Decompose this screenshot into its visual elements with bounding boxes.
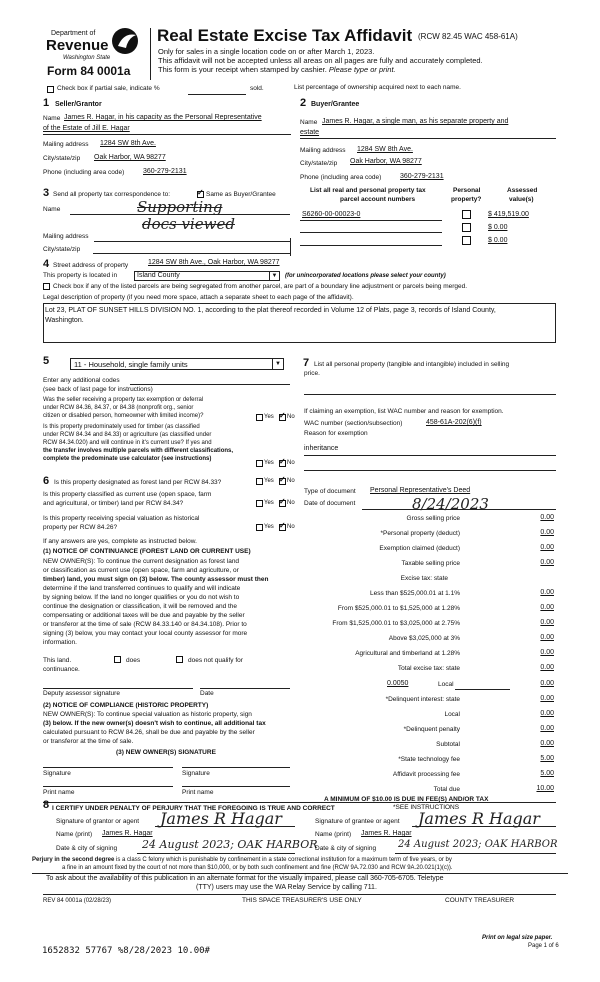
q-exemption-3: citizen or disabled person, homeowner with limited income)? bbox=[43, 413, 204, 419]
exemption-reason[interactable]: inheritance bbox=[304, 445, 339, 452]
grantor-date-city[interactable]: 24 August 2023; OAK HARBOR bbox=[142, 838, 318, 851]
county-select[interactable] bbox=[134, 271, 280, 281]
tax-label: Subtotal bbox=[436, 741, 460, 748]
seller-mail[interactable]: 1284 SW 8th Ave. bbox=[100, 140, 156, 147]
q-forest: Is this property designated as forest land per RCW 84.33? bbox=[54, 479, 222, 486]
wac-number[interactable]: 458-61A-202(6)(f) bbox=[426, 419, 482, 426]
tax-label: Gross selling price bbox=[406, 515, 460, 522]
segregate-label: Check box if any of the listed parcels are being segregated from another parcel, are part of a boundary line adjustment or parcels being merged. bbox=[53, 283, 468, 290]
forest-no-checkbox[interactable] bbox=[279, 478, 286, 485]
exemption-yes-checkbox[interactable] bbox=[256, 414, 263, 421]
notice-2-line: (3) below. If the new owner(s) doesn't wish to continue, all additional tax bbox=[43, 720, 266, 727]
no-label: No bbox=[287, 460, 295, 466]
notice-2-line: calculated pursuant to RCW 84.26, shall be due and payable by the seller bbox=[43, 729, 255, 736]
doc-type[interactable]: Personal Representative's Deed bbox=[370, 487, 471, 494]
yes-label: Yes bbox=[264, 460, 274, 466]
personal-property-checkbox-3[interactable] bbox=[462, 236, 471, 245]
notice-2-line: NEW OWNER(S): To continue special valuation as historic property, sign bbox=[43, 711, 252, 718]
if-yes-instruction: If any answers are yes, complete as instructed below. bbox=[43, 538, 197, 545]
continuance-label: continuance. bbox=[43, 666, 80, 673]
tax-value[interactable]: 0.00 bbox=[540, 559, 554, 566]
form-number: Form 84 0001a bbox=[47, 64, 131, 78]
q-exemption-1: Was the seller receiving a property tax exemption or deferral bbox=[43, 397, 204, 403]
buyer-mail-label: Mailing address bbox=[300, 147, 346, 154]
grantor-name-label: Name (print) bbox=[56, 831, 93, 838]
street-address[interactable]: 1284 SW 8th Ave., Oak Harbor, WA 98277 bbox=[148, 259, 280, 266]
corr-city-label: City/state/zip bbox=[43, 246, 81, 253]
personal-head-1: Personal bbox=[453, 187, 481, 194]
handwritten-note-2: docs viewed bbox=[142, 215, 235, 233]
corr-name-label: Name bbox=[43, 206, 61, 213]
partial-sale-label: Check box if partial sale, indicate % bbox=[57, 85, 160, 92]
section-1-num: 1 bbox=[43, 97, 50, 109]
this-land-label: This land. bbox=[43, 657, 72, 664]
legal-description-1: Lot 23, PLAT OF SUNSET HILLS DIVISION NO. 1, according to the plat thereof recorded in Volume 12 of Plats, page 3, records of Island County, bbox=[45, 307, 496, 314]
use-code-select[interactable] bbox=[70, 358, 284, 370]
minimum-due-note: A MINIMUM OF $10.00 IS DUE IN FEE(S) AND/OR TAX bbox=[324, 796, 489, 803]
grantee-sig-label: Signature of grantee or agent bbox=[315, 818, 400, 825]
seller-phone-label: Phone (including area code) bbox=[43, 169, 125, 176]
corr-mail-label: Mailing address bbox=[43, 233, 89, 240]
use-code-value: 11 - Household, single family units bbox=[74, 360, 188, 369]
tax-label: From $525,000.01 to $1,525,000 at 1.28% bbox=[337, 605, 460, 612]
exempt-label: If claiming an exemption, list WAC number and reason for exemption. bbox=[304, 408, 504, 415]
q-timber-2: under RCW 84.34 and 84.33) or agriculture (as classified under bbox=[43, 432, 212, 438]
revenue-logo-text: Revenue bbox=[46, 37, 109, 54]
yes-label: Yes bbox=[264, 478, 274, 484]
local-rate[interactable]: 0.0050 bbox=[387, 680, 409, 687]
tax-label: Taxable selling price bbox=[401, 560, 460, 567]
grantee-name-label: Name (print) bbox=[315, 831, 352, 838]
treasurer-space-label: THIS SPACE TREASURER'S USE ONLY bbox=[242, 897, 362, 904]
grantor-name[interactable]: James R. Hagar bbox=[102, 830, 153, 837]
deputy-sig-label: Deputy assessor signature bbox=[43, 690, 120, 697]
seller-heading: Seller/Grantor bbox=[55, 101, 102, 108]
notice-2-heading: (2) NOTICE OF COMPLIANCE (HISTORIC PROPERTY) bbox=[43, 702, 209, 709]
legal-description-box[interactable] bbox=[43, 303, 556, 343]
tax-value[interactable]: 0.00 bbox=[540, 604, 554, 611]
current-use-no-checkbox[interactable] bbox=[279, 500, 286, 507]
q-historic-1: Is this property receiving special valuation as historical bbox=[43, 515, 200, 522]
street-label: Street address of property bbox=[53, 262, 129, 269]
local-value[interactable]: 0.00 bbox=[540, 680, 554, 687]
doc-date-label: Date of document bbox=[304, 500, 356, 507]
grantee-date-label: Date & city of signing bbox=[315, 845, 377, 852]
section-7-num: 7 bbox=[303, 357, 310, 369]
tax-value[interactable]: 0.00 bbox=[540, 695, 554, 702]
q-timber-4: the transfer involves multiple parcels with different classifications, bbox=[43, 448, 234, 454]
personal-property-checkbox-1[interactable] bbox=[462, 210, 471, 219]
no-label: No bbox=[287, 414, 295, 420]
parcel-head-1: List all real and personal property tax bbox=[310, 187, 426, 194]
forest-yes-checkbox[interactable] bbox=[256, 478, 263, 485]
section-5-num: 5 bbox=[43, 355, 50, 367]
no-label: No bbox=[287, 500, 295, 506]
grantor-sig-label: Signature of grantor or agent bbox=[56, 818, 140, 825]
new-owner-print-label: Print name bbox=[182, 789, 214, 796]
tax-label: *State technology fee bbox=[398, 756, 460, 763]
does-not-checkbox[interactable] bbox=[176, 656, 183, 663]
notice-1-heading: (1) NOTICE OF CONTINUANCE (FOREST LAND OR CURRENT USE) bbox=[43, 548, 251, 555]
new-owner-sig-label: Signature bbox=[182, 770, 210, 777]
segregate-checkbox[interactable] bbox=[43, 283, 50, 290]
personal-head-2: property? bbox=[451, 196, 482, 203]
tax-label: Agricultural and timberland at 1.28% bbox=[355, 650, 460, 657]
additional-codes-2: (see back of last page for instructions) bbox=[43, 386, 153, 393]
seller-phone[interactable]: 360-279-2131 bbox=[143, 168, 187, 175]
historic-no-checkbox[interactable] bbox=[279, 524, 286, 531]
tax-value[interactable]: 0.00 bbox=[540, 725, 554, 732]
buyer-name-1[interactable]: James R. Hagar, a single man, as his separate property and bbox=[322, 118, 509, 125]
form-title: Real Estate Excise Tax Affidavit bbox=[157, 26, 413, 45]
legal-size-note: Print on legal size paper. bbox=[482, 935, 553, 941]
notice-1-line: continue the designation or classification, it will be removed and the bbox=[43, 603, 238, 610]
grantor-date-label: Date & city of signing bbox=[56, 845, 118, 852]
perjury-notice-2: a fine in an amount fixed by the court of not more than $10,000, or by both such confinement and fine (RCW 9A.72.030 and RCW 9A.20.021(1)(c)). bbox=[62, 865, 453, 871]
personal-property-label-1: List all personal property (tangible and intangible) included in selling bbox=[314, 361, 510, 368]
assessed-value-2[interactable]: $ 0.00 bbox=[488, 224, 508, 231]
reason-label: Reason for exemption bbox=[304, 430, 368, 437]
seller-city-label: City/state/zip bbox=[43, 155, 81, 162]
assessed-head-1: Assessed bbox=[507, 187, 538, 194]
parcel-number-1[interactable]: S6260-00-00023-0 bbox=[302, 211, 361, 218]
does-checkbox[interactable] bbox=[114, 656, 121, 663]
tax-label: Local bbox=[444, 711, 460, 718]
yes-label: Yes bbox=[264, 524, 274, 530]
yes-label: Yes bbox=[264, 500, 274, 506]
no-label: No bbox=[287, 524, 295, 530]
dept-label: Department of bbox=[51, 30, 96, 37]
located-label: This property is located in bbox=[43, 272, 118, 279]
same-as-buyer-label: Same as Buyer/Grantee bbox=[206, 191, 276, 198]
certify-statement: I CERTIFY UNDER PENALTY OF PERJURY THAT THE FOREGOING IS TRUE AND CORRECT bbox=[52, 805, 335, 812]
percent-list-note: List percentage of ownership acquired next to each name. bbox=[294, 84, 461, 91]
seller-city[interactable]: Oak Harbor, WA 98277 bbox=[94, 154, 166, 161]
legal-label: Legal description of property (if you need more space, attach a separate sheet to each page of the affidavit). bbox=[43, 294, 354, 301]
seller-name-1[interactable]: James R. Hagar, in his capacity as the Personal Representative bbox=[64, 114, 262, 121]
see-instructions-note: *SEE INSTRUCTIONS bbox=[393, 804, 460, 811]
buyer-name-label: Name bbox=[300, 119, 318, 126]
revenue-logo-icon bbox=[110, 26, 142, 56]
additional-codes-1: Enter any additional codes bbox=[43, 377, 120, 384]
buyer-city-label: City/state/zip bbox=[300, 160, 338, 167]
buyer-heading: Buyer/Grantee bbox=[311, 101, 360, 108]
tax-value[interactable]: 10.00 bbox=[536, 785, 554, 792]
q-timber-5: complete the predominate use calculator (see instructions) bbox=[43, 456, 212, 462]
no-label: No bbox=[287, 478, 295, 484]
exemption-no-checkbox[interactable] bbox=[279, 414, 286, 421]
grantee-signature[interactable]: James R Hagar bbox=[418, 809, 540, 828]
tax-value[interactable]: 0.00 bbox=[540, 619, 554, 626]
q-current-use-1: Is this property classified as current use (open space, farm bbox=[43, 491, 212, 498]
correspondence-label: Send all property tax correspondence to: bbox=[53, 191, 171, 198]
deputy-date-label: Date bbox=[200, 690, 214, 697]
section-4-num: 4 bbox=[43, 258, 50, 270]
partial-sale-suffix: sold. bbox=[250, 85, 264, 92]
buyer-phone[interactable]: 360-279-2131 bbox=[400, 173, 444, 180]
grantee-name[interactable]: James R. Hagar bbox=[361, 830, 412, 837]
header-line-3: This form is your receipt when stamped by cashier. Please type or print. bbox=[158, 65, 396, 74]
personal-property-checkbox-2[interactable] bbox=[462, 223, 471, 232]
tax-label: Total due bbox=[433, 786, 460, 793]
seller-name-label: Name bbox=[43, 115, 61, 122]
revision-label: REV 84 0001a (02/28/23) bbox=[43, 898, 112, 904]
doc-date[interactable]: 8/24/2023 bbox=[412, 495, 489, 513]
state-label: Washington State bbox=[63, 55, 111, 61]
q-exemption-2: under RCW 84.36, 84.37, or 84.38 (nonprofit org., senior bbox=[43, 405, 194, 411]
chevron-down-icon: ▼ bbox=[272, 359, 283, 369]
page-number: Page 1 of 6 bbox=[528, 943, 559, 949]
notice-1-line: compensating or additional taxes will be due and payable by the seller bbox=[43, 612, 245, 619]
same-as-buyer-checkbox[interactable] bbox=[197, 191, 204, 198]
tax-label: Affidavit processing fee bbox=[392, 771, 460, 778]
parcel-head-2: parcel account numbers bbox=[340, 196, 416, 203]
assessed-value-3[interactable]: $ 0.00 bbox=[488, 237, 508, 244]
perjury-notice-1: Perjury in the second degree is a class C felony which is punishable by confinement in a state correctional institution for a maximum term of five years, or by bbox=[32, 857, 452, 863]
section-3-num: 3 bbox=[43, 187, 50, 199]
tax-value[interactable]: 0.00 bbox=[540, 589, 554, 596]
accessibility-notice-2: (TTY) users may use the WA Relay Service by calling 711. bbox=[196, 884, 377, 891]
tax-label: From $1,525,000.01 to $3,025,000 at 2.75% bbox=[332, 620, 460, 627]
tax-value[interactable]: 0.00 bbox=[540, 529, 554, 536]
handwritten-note-1: Supporting bbox=[137, 198, 223, 216]
chevron-down-icon: ▼ bbox=[269, 272, 279, 280]
timber-no-checkbox[interactable] bbox=[279, 460, 286, 467]
form-citation: (RCW 82.45 WAC 458-61A) bbox=[418, 32, 518, 41]
header-line-1: Only for sales in a single location code on or after March 1, 2023. bbox=[158, 47, 375, 56]
tax-value[interactable]: 0.00 bbox=[540, 664, 554, 671]
section-2-num: 2 bbox=[300, 97, 307, 109]
accessibility-notice-1: To ask about the availability of this publication in an alternate format for the visually impaired, please call 360-705-6705. Teletype bbox=[46, 875, 444, 882]
tax-label: Above $3,025,000 at 3% bbox=[388, 635, 460, 642]
county-treasurer-label: COUNTY TREASURER bbox=[445, 897, 515, 904]
assessed-value-1[interactable]: $ 419,519.00 bbox=[488, 211, 529, 218]
tax-label: *Delinquent penalty bbox=[403, 726, 460, 733]
tax-value[interactable]: 5.00 bbox=[540, 755, 554, 762]
local-label: Local bbox=[438, 681, 454, 688]
tax-value[interactable]: 0.00 bbox=[540, 710, 554, 717]
tax-value[interactable]: 0.00 bbox=[540, 649, 554, 656]
doc-type-label: Type of document bbox=[304, 488, 356, 495]
tax-label: Total excise tax: state bbox=[397, 665, 460, 672]
tax-value[interactable]: 0.00 bbox=[540, 514, 554, 521]
wac-label: WAC number (section/subsection) bbox=[304, 420, 403, 427]
notice-1-line: timber) land, you must sign on (3) below. The county assessor must then bbox=[43, 576, 269, 583]
new-owner-print-label: Print name bbox=[43, 789, 75, 796]
timber-yes-checkbox[interactable] bbox=[256, 460, 263, 467]
grantee-date-city[interactable]: 24 August 2023; OAK HARBOR bbox=[398, 839, 558, 850]
buyer-city[interactable]: Oak Harbor, WA 98277 bbox=[350, 158, 422, 165]
does-not-label: does not qualify for bbox=[188, 657, 243, 664]
tax-label: *Delinquent interest: state bbox=[385, 696, 460, 703]
section-8-num: 8 bbox=[43, 799, 50, 811]
tax-value[interactable]: 5.00 bbox=[540, 770, 554, 777]
tax-label: Excise tax: state bbox=[400, 575, 448, 582]
historic-yes-checkbox[interactable] bbox=[256, 524, 263, 531]
seller-name-2[interactable]: of the Estate of Jill E. Hagar bbox=[43, 125, 130, 132]
notice-3-heading: (3) NEW OWNER(S) SIGNATURE bbox=[116, 749, 216, 756]
tax-value[interactable]: 0.00 bbox=[540, 740, 554, 747]
section-6-num: 6 bbox=[43, 475, 50, 487]
notice-1-line: signing (3) below, you may contact your local county assessor for more bbox=[43, 630, 248, 637]
current-use-yes-checkbox[interactable] bbox=[256, 500, 263, 507]
personal-property-label-2: price. bbox=[304, 370, 320, 377]
seller-mail-label: Mailing address bbox=[43, 141, 89, 148]
tax-label: Exemption claimed (deduct) bbox=[379, 545, 460, 552]
q-timber-3: RCW 84.34.020) and will continue in it's current use? If yes and bbox=[43, 440, 212, 446]
tax-label: *Personal property (deduct) bbox=[380, 530, 460, 537]
buyer-name-2[interactable]: estate bbox=[300, 129, 320, 136]
county-value: Island County bbox=[137, 272, 180, 279]
notice-1-line: NEW OWNER(S): To continue the current designation as forest land bbox=[43, 558, 240, 565]
does-label: does bbox=[126, 657, 141, 664]
notice-1-line: information. bbox=[43, 639, 77, 646]
buyer-mail[interactable]: 1284 SW 8th Ave. bbox=[357, 146, 413, 153]
partial-sale-checkbox[interactable] bbox=[47, 86, 54, 93]
buyer-phone-label: Phone (including area code) bbox=[300, 174, 382, 181]
county-note: (for unincorporated locations please select your county) bbox=[285, 273, 446, 279]
notice-1-line: or classification as current use (open space, farm and agriculture, or bbox=[43, 567, 239, 574]
q-timber-1: Is this property predominately used for timber (as classified bbox=[43, 424, 200, 430]
notice-1-line: or transferor at the time of sale (RCW 84.33.140 or 84.34.108). Prior to bbox=[43, 621, 247, 628]
tax-value[interactable]: 0.00 bbox=[540, 634, 554, 641]
notice-2-line: or transferor at the time of sale. bbox=[43, 738, 134, 745]
grantor-signature[interactable]: James R Hagar bbox=[160, 809, 282, 828]
notice-1-line: by signing below. If the land no longer qualifies or you do not wish to bbox=[43, 594, 240, 601]
new-owner-sig-label: Signature bbox=[43, 770, 71, 777]
yes-label: Yes bbox=[264, 414, 274, 420]
notice-1-line: determine if the land transferred continues to qualify and will indicate bbox=[43, 585, 241, 592]
legal-description-2: Washington. bbox=[45, 317, 84, 324]
q-current-use-2: and agricultural, or timber) land per RCW 84.34? bbox=[43, 500, 184, 507]
tax-label: Less than $525,000.01 at 1.1% bbox=[370, 590, 460, 597]
recording-stamp: 1652832 57767 %8/28/2023 10.00# bbox=[42, 946, 210, 956]
assessed-head-2: value(s) bbox=[509, 196, 534, 203]
tax-value[interactable]: 0.00 bbox=[540, 544, 554, 551]
q-historic-2: property per RCW 84.26? bbox=[43, 524, 118, 531]
header-line-2: This affidavit will not be accepted unless all areas on all pages are fully and accurately completed. bbox=[158, 56, 483, 65]
